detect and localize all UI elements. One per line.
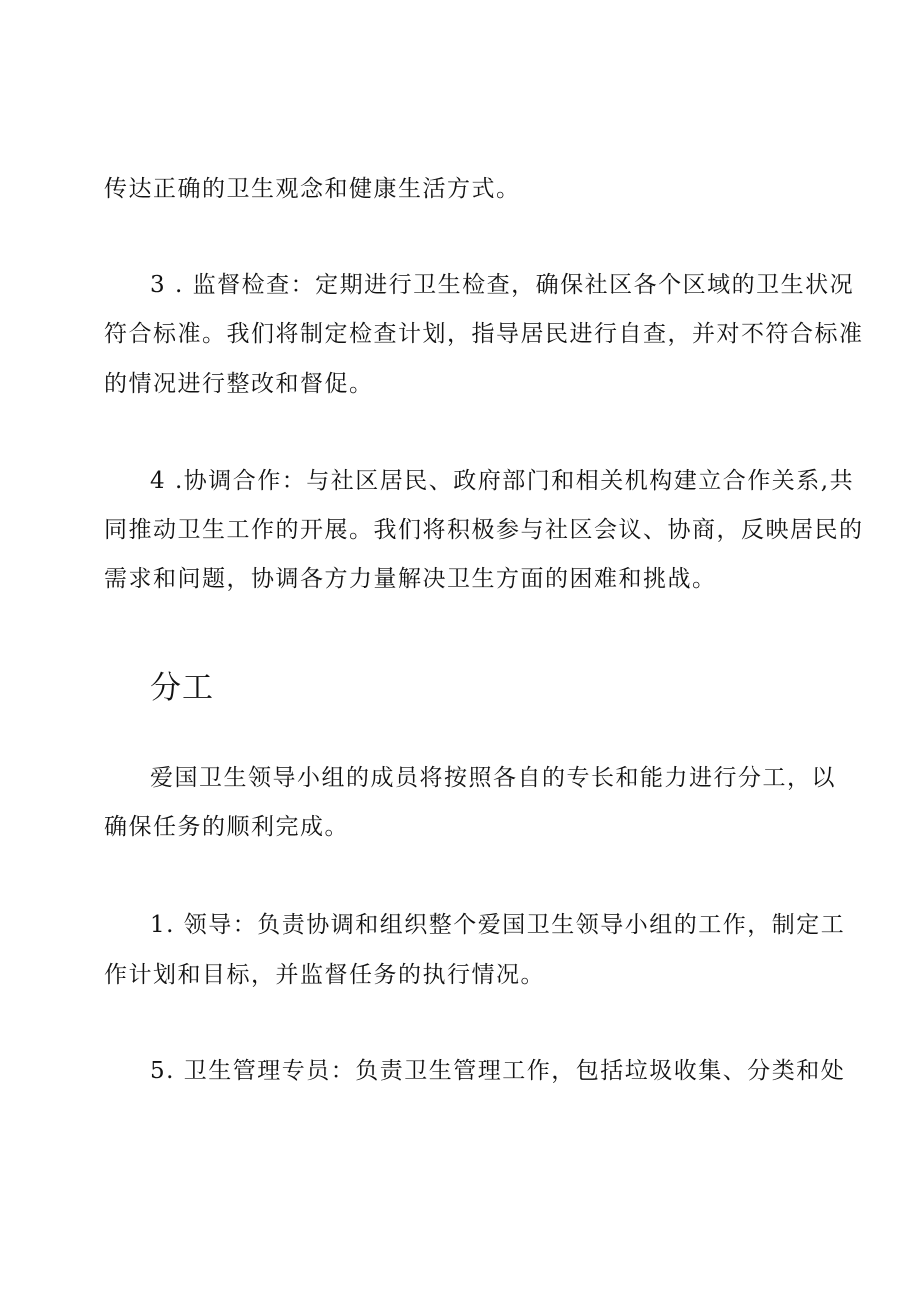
item4-line2: 同推动卫生工作的开展。我们将积极参与社区会议、协商，反映居民的	[104, 517, 864, 543]
item3-line2: 符合标准。我们将制定检查计划，指导居民进行自查，并对不符合标准	[104, 321, 864, 347]
division-intro-line1: 爱国卫生领导小组的成员将按照各自的专长和能力进行分工，以	[150, 765, 836, 791]
item4-line1: 4 .协调合作：与社区居民、政府部门和相关机构建立合作关系,共	[150, 468, 855, 494]
section-heading: 分工	[150, 670, 214, 706]
division-intro-line2: 确保任务的顺利完成。	[104, 814, 349, 840]
item3-line3: 的情况进行整改和督促。	[104, 371, 374, 397]
item4-line3: 需求和问题，协调各方力量解决卫生方面的困难和挑战。	[104, 566, 717, 592]
role5-line1: 5. 卫生管理专员：负责卫生管理工作，包括垃圾收集、分类和处	[150, 1058, 846, 1084]
role1-line2: 作计划和目标，并监督任务的执行情况。	[104, 962, 545, 988]
intro-tail-text: 传达正确的卫生观念和健康生活方式。	[104, 176, 521, 202]
item3-line1: 3 . 监督检查：定期进行卫生检查，确保社区各个区域的卫生状况	[150, 272, 855, 298]
role1-line1: 1. 领导：负责协调和组织整个爱国卫生领导小组的工作，制定工	[150, 912, 846, 938]
